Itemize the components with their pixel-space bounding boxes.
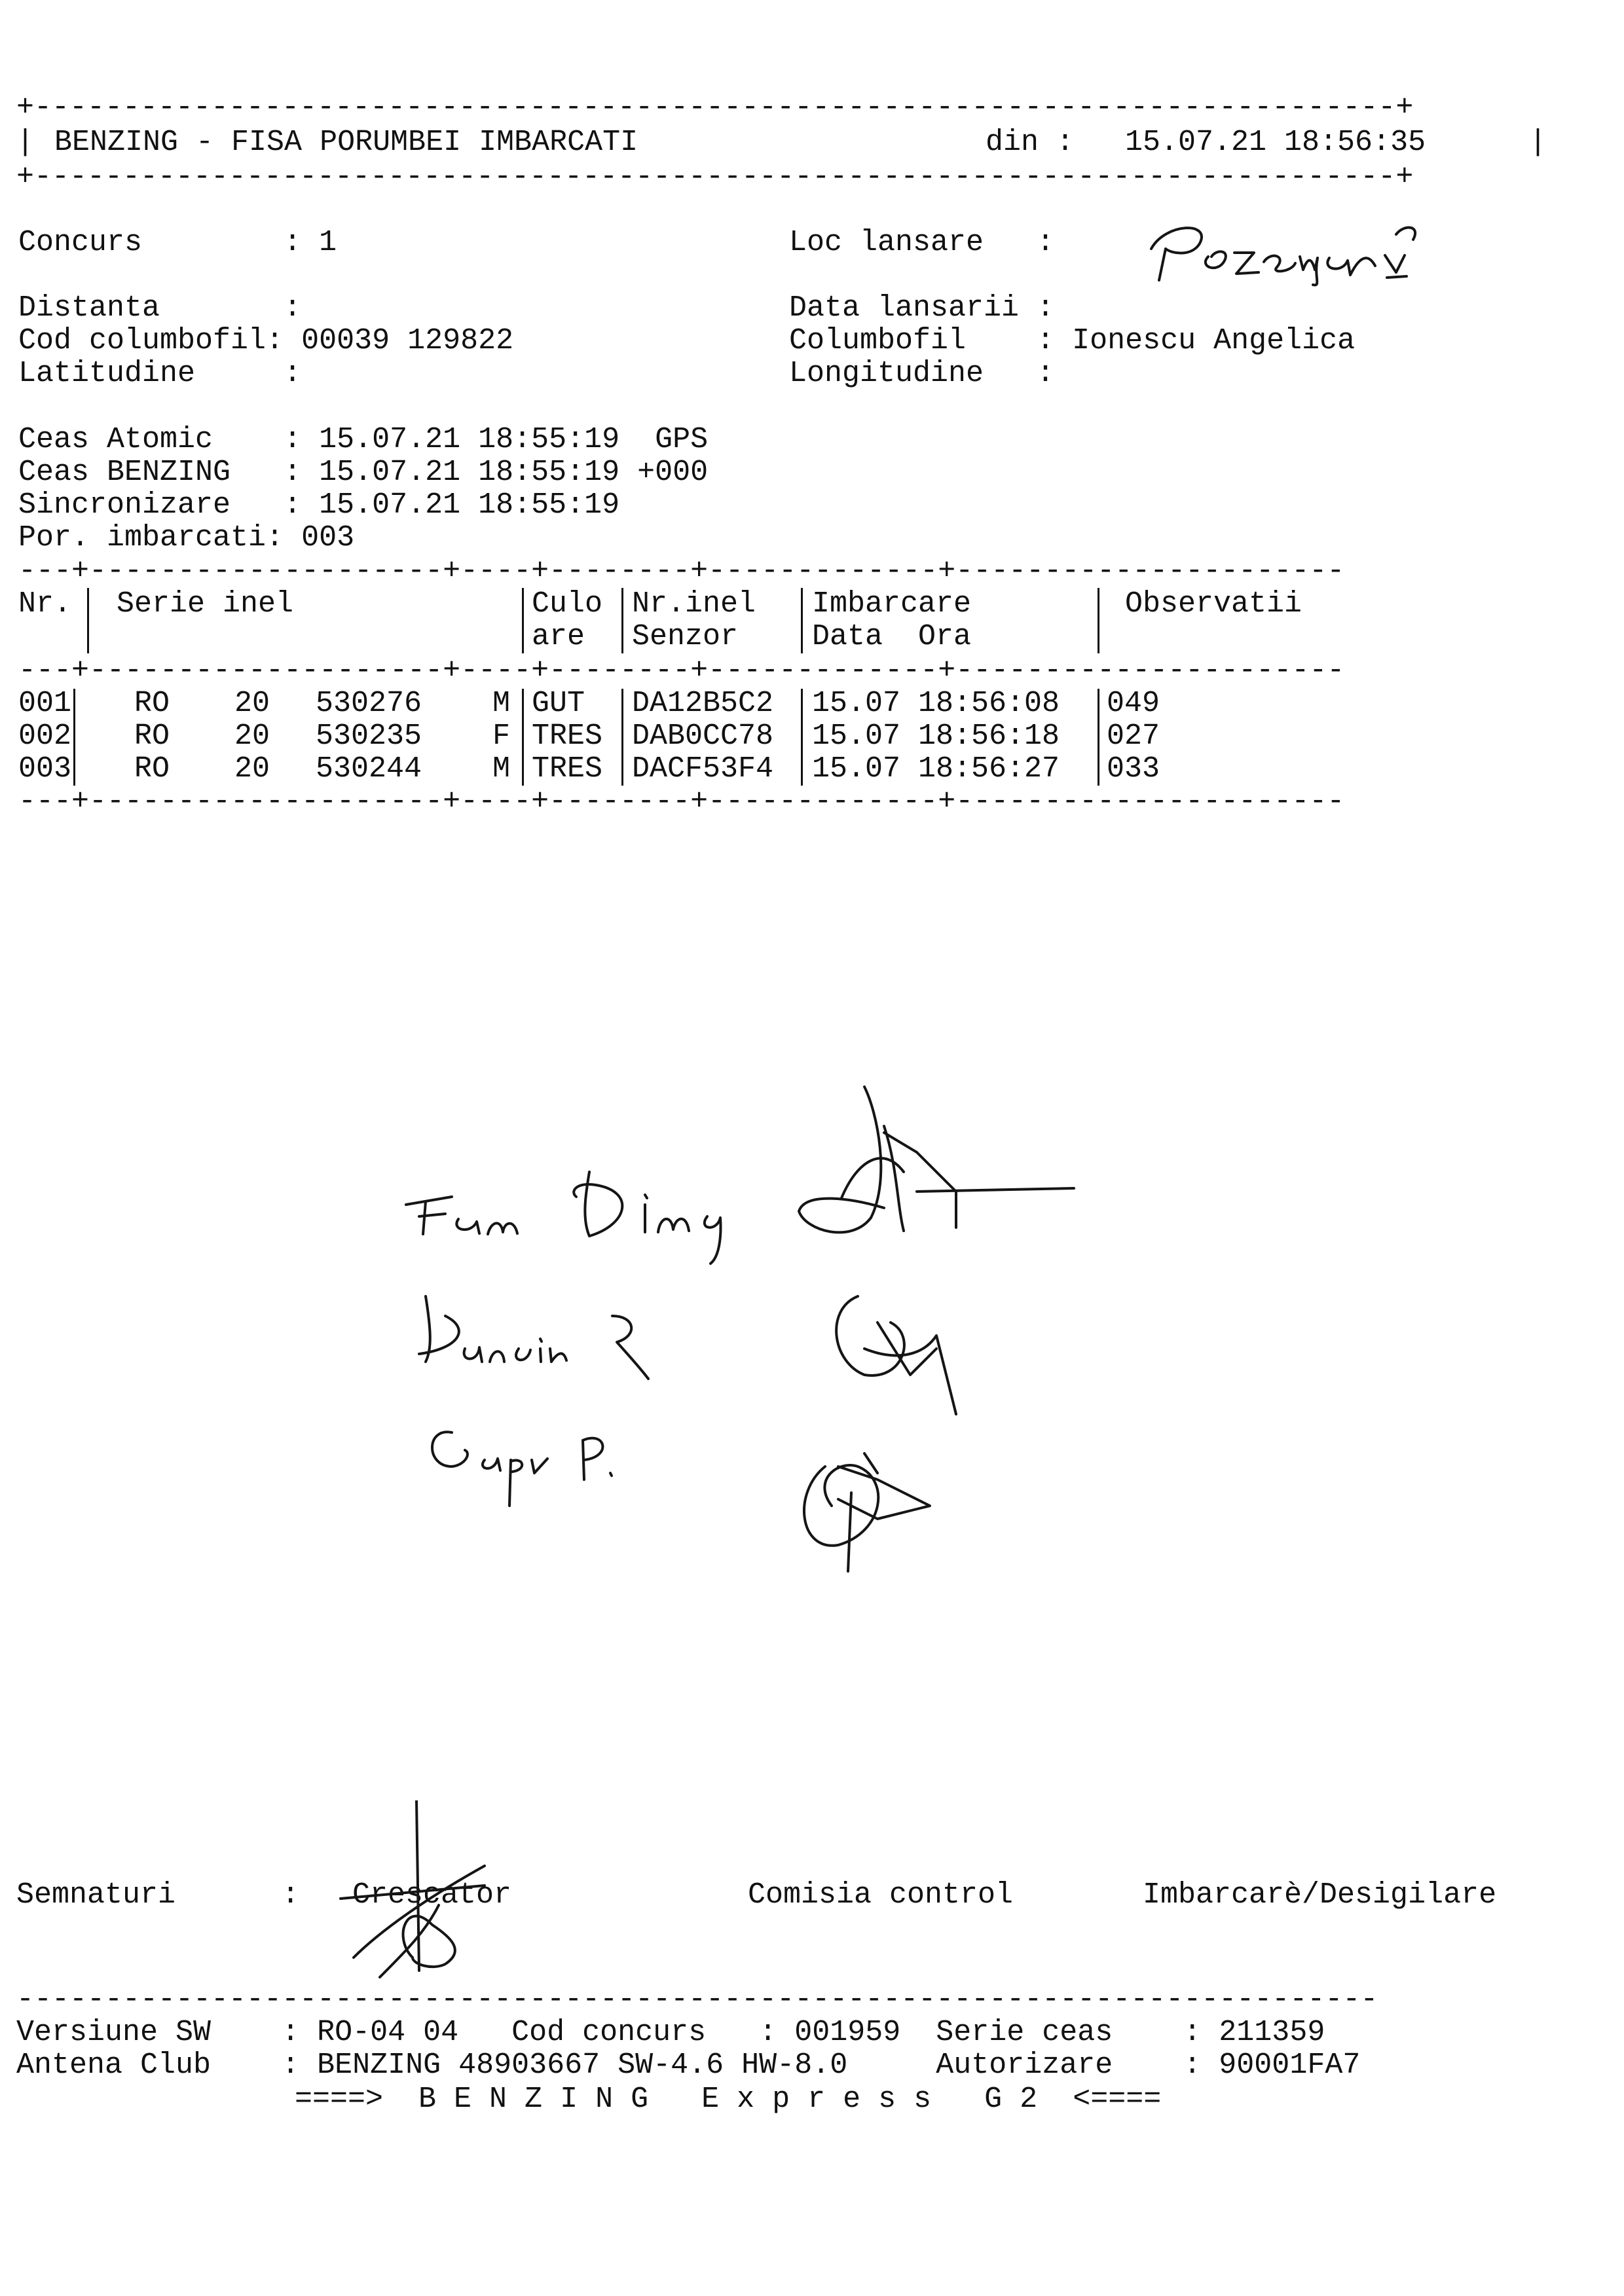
header-bottom-border: +-----------------------------------------------------------------------------+ [16, 160, 1414, 194]
row-senzor: DAB0CC78 [632, 720, 774, 753]
document-title: BENZING - FISA PORUMBEI IMBARCATI [54, 126, 638, 159]
por-imbarcati-line: Por. imbarcati: 003 [18, 521, 355, 555]
row-tara: RO [134, 720, 170, 753]
row-an: 20 [234, 720, 270, 753]
col-header-culoare-2: are [532, 620, 585, 653]
col-divider [621, 689, 623, 786]
columbofil-line: Columbofil : Ionescu Angelica [789, 324, 1356, 357]
cod-columbofil-line: Cod columbofil: 00039 129822 [18, 324, 514, 357]
concurs-line: Concurs : 1 [18, 226, 337, 259]
crescator-label: Crescator [352, 1878, 512, 1912]
col-divider [1098, 689, 1099, 786]
header-datetime: 15.07.21 18:56:35 [1125, 126, 1426, 159]
row-culoare: TRES [532, 752, 603, 786]
row-tara: RO [134, 752, 170, 786]
col-header-nr-inel: Nr.inel [632, 587, 756, 621]
header-top-border: +-----------------------------------------------------------------------------+ [16, 91, 1414, 124]
longitudine-line: Longitudine : [789, 357, 1055, 390]
col-divider [1098, 588, 1099, 653]
row-observatii: 049 [1107, 687, 1160, 720]
semnaturi-label: Semnaturi : [16, 1878, 300, 1912]
row-nr: 003 [18, 752, 72, 786]
row-numar: 530235 [316, 720, 422, 753]
col-divider [801, 689, 803, 786]
row-numar: 530244 [316, 752, 422, 786]
row-observatii: 033 [1107, 752, 1160, 786]
row-culoare: TRES [532, 720, 603, 753]
row-numar: 530276 [316, 687, 422, 720]
row-senzor: DACF53F4 [632, 752, 774, 786]
din-label: din : [986, 126, 1075, 159]
header-left-bar: | [16, 126, 35, 159]
col-header-observatii: Observatii [1125, 587, 1302, 621]
row-culoare: GUT [532, 687, 585, 720]
row-nr: 002 [18, 720, 72, 753]
row-data-ora: 15.07 18:56:27 [812, 752, 1060, 786]
table-top-border: ---+--------------------+----+--------+-------------+---------------------- [18, 555, 1345, 588]
row-nr: 001 [18, 687, 72, 720]
table-bottom-border: ---+--------------------+----+--------+-------------+---------------------- [18, 785, 1345, 818]
col-header-imbarcare: Imbarcare [812, 587, 972, 621]
distanta-line: Distanta : [18, 291, 302, 325]
handwritten-names-and-signatures [380, 1074, 1113, 1597]
comisia-control-label: Comisia control [748, 1878, 1014, 1912]
ceas-benzing-line: Ceas BENZING : 15.07.21 18:55:19 +000 [18, 456, 709, 489]
col-header-senzor: Senzor [632, 620, 739, 653]
row-sex: F [492, 720, 511, 753]
col-divider [87, 588, 89, 653]
row-an: 20 [234, 752, 270, 786]
header-right-bar: | [1529, 126, 1547, 159]
versiune-line: Versiune SW : RO-04 04 Cod concurs : 001959 Serie ceas : 211359 [16, 2016, 1325, 2049]
col-divider [522, 588, 524, 653]
col-header-culoare-1: Culo [532, 587, 603, 621]
col-header-data-ora: Data Ora [812, 620, 972, 653]
row-data-ora: 15.07 18:56:18 [812, 720, 1060, 753]
col-divider [73, 689, 75, 786]
latitudine-line: Latitudine : [18, 357, 302, 390]
loc-lansare-label: Loc lansare : [789, 226, 1055, 259]
sincronizare-line: Sincronizare : 15.07.21 18:55:19 [18, 488, 620, 522]
col-divider [621, 588, 623, 653]
imbarcare-desigilare-label: Imbarcarè/Desigilare [1143, 1878, 1497, 1912]
antena-line: Antena Club : BENZING 48903667 SW-4.6 HW-8.0 Autorizare : 90001FA7 [16, 2049, 1361, 2082]
row-an: 20 [234, 687, 270, 720]
col-divider [801, 588, 803, 653]
table-header-separator: ---+--------------------+----+--------+-------------+---------------------- [18, 654, 1345, 687]
row-senzor: DA12B5C2 [632, 687, 774, 720]
col-divider [522, 689, 524, 786]
row-data-ora: 15.07 18:56:08 [812, 687, 1060, 720]
footer-separator: ----------------------------------------------------------------------------- [16, 1983, 1378, 2016]
row-sex: M [492, 687, 511, 720]
benzing-banner: ====> B E N Z I N G E x p r e s s G 2 <==== [295, 2083, 1162, 2116]
data-lansarii-line: Data lansarii : [789, 291, 1055, 325]
ceas-atomic-line: Ceas Atomic : 15.07.21 18:55:19 GPS [18, 423, 709, 456]
col-header-nr: Nr. [18, 587, 72, 621]
row-tara: RO [134, 687, 170, 720]
row-observatii: 027 [1107, 720, 1160, 753]
row-sex: M [492, 752, 511, 786]
loc-lansare-handwritten [1139, 210, 1441, 288]
col-header-serie-inel: Serie inel [117, 587, 294, 621]
